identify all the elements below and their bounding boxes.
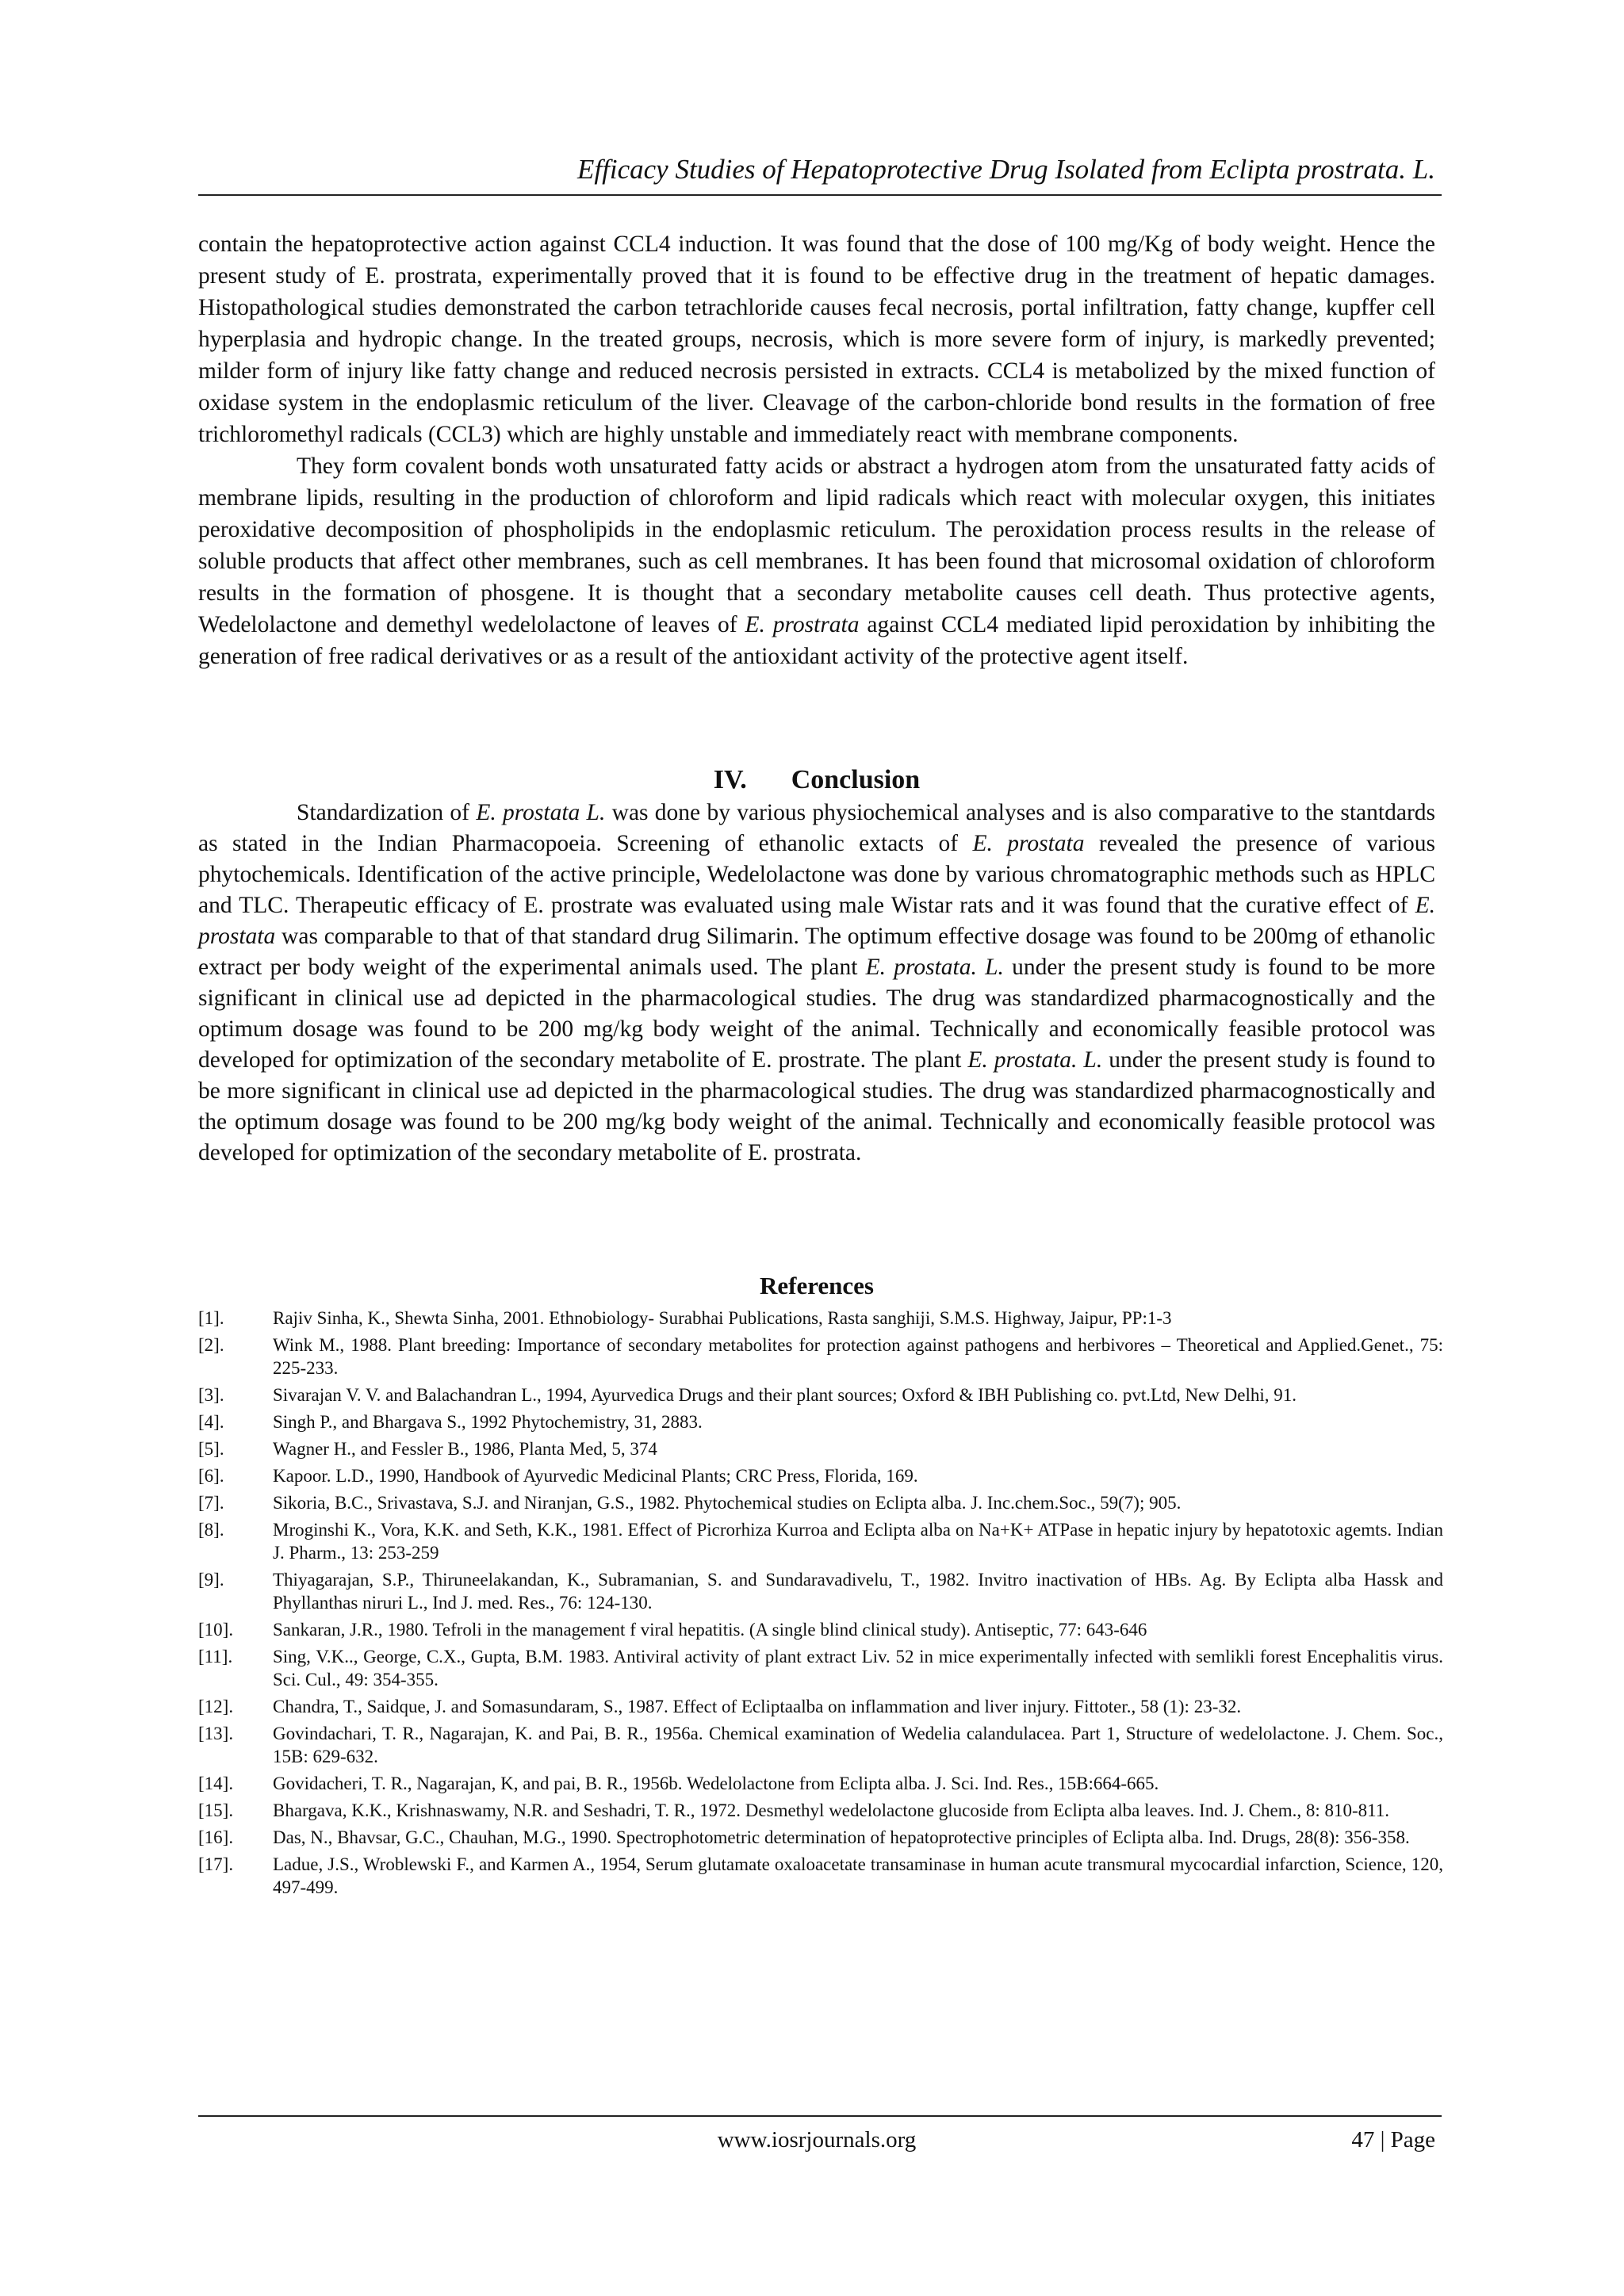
species-name: E. prostata. L. (865, 955, 1004, 980)
header-divider (198, 194, 1442, 196)
reference-number: [17]. (198, 1854, 234, 1874)
conclusion-body (198, 798, 1435, 1169)
reference-item (198, 1853, 1443, 1899)
reference-text: Sikoria, B.C., Srivastava, S.J. and Niranjan, G.S., 1982. Phytochemical studies on Eclipta alba. J. Inc.chem.Soc., 59(7); 905. (273, 1493, 1182, 1513)
reference-number: [9]. (198, 1570, 224, 1590)
reference-item (198, 1772, 1443, 1795)
reference-item (198, 1826, 1443, 1849)
conclusion-text: was done by various physiochemical analyses and is also comparative to the stantdards as stated in the Indian Pharmacopoeia. Screening of ethanolic extacts of (198, 800, 1435, 856)
reference-number: [14]. (198, 1774, 234, 1793)
reference-number: [1]. (198, 1308, 224, 1328)
reference-item (198, 1568, 1443, 1614)
reference-number: [6]. (198, 1466, 224, 1486)
reference-item (198, 1722, 1443, 1768)
reference-text: Govindachari, T. R., Nagarajan, K. and Pai, B. R., 1956a. Chemical examination of Wedelia calandulacea. Part 1, Structure of wedelolactone. J. Chem. Soc., 15B: 629-632. (273, 1724, 1443, 1766)
reference-text: Sivarajan V. V. and Balachandran L., 1994, Ayurvedica Drugs and their plant sources; Oxford & IBH Publishing co. pvt.Ltd, New Delhi, 91. (273, 1385, 1297, 1405)
reference-number: [12]. (198, 1697, 234, 1716)
reference-item (198, 1618, 1443, 1641)
footer-divider (198, 2115, 1442, 2117)
species-name: E. prostata (972, 831, 1085, 856)
section-number: IV. (713, 765, 747, 794)
para2-text-1: They form covalent bonds woth unsaturated fatty acids or abstract a hydrogen atom from the unsaturated fatty acids of membrane lipids, resulting in the production of chloroform and lipid radicals which react with molecular oxygen, this initiates peroxidative decomposition of phospholipids in the endoplasmic reticulum. The peroxidation process results in the release of soluble products that affect other membranes, such as cell membranes. It has been found that microsomal oxidation of chloroform results in the formation of phosgene. It is thought that a secondary metabolite causes cell death. Thus protective agents, Wedelolactone and demethyl wedelolactone of leaves of (198, 453, 1435, 637)
reference-number: [4]. (198, 1412, 224, 1432)
reference-text: Kapoor. L.D., 1990, Handbook of Ayurvedic Medicinal Plants; CRC Press, Florida, 169. (273, 1466, 918, 1486)
reference-list (198, 1307, 1443, 1903)
reference-number: [16]. (198, 1827, 234, 1847)
reference-text: Rajiv Sinha, K., Shewta Sinha, 2001. Ethnobiology- Surabhai Publications, Rasta sanghiji, S.M.S. Highway, Jaipur, PP:1-3 (273, 1308, 1172, 1328)
reference-text: Govidacheri, T. R., Nagarajan, K, and pai, B. R., 1956b. Wedelolactone from Eclipta alba. J. Sci. Ind. Res., 15B:664-665. (273, 1774, 1159, 1793)
reference-number: [15]. (198, 1800, 234, 1820)
references-heading: References (759, 1272, 874, 1299)
reference-text: Sing, V.K.., George, C.X., Gupta, B.M. 1983. Antiviral activity of plant extract Liv. 52 in mice experimentally infected with semlikli forest Encephalitis virus. Sci. Cul., 49: 354-355. (273, 1647, 1443, 1689)
reference-number: [7]. (198, 1493, 224, 1513)
reference-item (198, 1334, 1443, 1380)
reference-item (198, 1695, 1443, 1718)
para2-species-name: E. prostrata (745, 612, 860, 637)
reference-item (198, 1645, 1443, 1691)
species-name: E. prostata L. (476, 800, 606, 825)
conclusion-paragraph (198, 798, 1435, 1169)
discussion-paragraph-1: contain the hepatoprotective action against CCL4 induction. It was found that the dose of 100 mg/Kg of body weight. Hence the present study of E. prostrata, experimentally proved that it is found to be effective drug in the treatment of hepatic damages. Histopathological studies demonstrated the carbon tetrachloride causes fecal necrosis, portal infiltration, fatty change, kupffer cell hyperplasia and hydropic change. In the treated groups, necrosis, which is more severe form of injury, is markedly prevented; milder form of injury like fatty change and reduced necrosis persisted in extracts. CCL4 is metabolized by the mixed function of oxidase system in the endoplasmic reticulum of the liver. Cleavage of the carbon-chloride bond results in the formation of free trichloromethyl radicals (CCL3) which are highly unstable and immediately react with membrane components. (198, 232, 1435, 447)
reference-number: [2]. (198, 1335, 224, 1355)
reference-text: Wink M., 1988. Plant breeding: Importance of secondary metabolites for protection against pathogens and herbivores – Theoretical and Applied.Genet., 75: 225-233. (273, 1335, 1443, 1378)
reference-item (198, 1383, 1443, 1406)
reference-text: Singh P., and Bhargava S., 1992 Phytochemistry, 31, 2883. (273, 1412, 703, 1432)
reference-number: [13]. (198, 1724, 234, 1743)
reference-item (198, 1307, 1443, 1330)
reference-text: Mroginshi K., Vora, K.K. and Seth, K.K., 1981. Effect of Picrorhiza Kurroa and Eclipta alba on Na+K+ ATPase in hepatic injury by hepatotoxic agemts. Indian J. Pharm., 13: 253-259 (273, 1520, 1443, 1563)
footer-page-number: 47 | Page (1351, 2127, 1435, 2152)
reference-text: Bhargava, K.K., Krishnaswamy, N.R. and Seshadri, T. R., 1972. Desmethyl wedelolactone glucoside from Eclipta alba leaves. Ind. J. Chem., 8: 810-811. (273, 1800, 1390, 1820)
section-title: Conclusion (791, 765, 921, 794)
conclusion-text: Standardization of (297, 800, 477, 825)
reference-item (198, 1491, 1443, 1514)
reference-item (198, 1437, 1443, 1460)
conclusion-text: revealed the presence of various phytochemicals. Identification of the active principle, Wedelolactone was done by various chromatographic methods such as HPLC and TLC. Therapeutic efficacy of E. prostrate was evaluated using male Wistar rats and it was found that the curative effect of (198, 831, 1436, 918)
reference-number: [5]. (198, 1439, 224, 1459)
conclusion-text: under the present study is found to be more significant in clinical use ad depicted in the pharmacological studies. The drug was standardized pharmacognostically and the optimum dosage was found to be 200 mg/kg body weight of the animal. Technically and economically feasible protocol was developed for optimization of the secondary metabolite of E. prostrata. (198, 1047, 1436, 1165)
reference-item (198, 1799, 1443, 1822)
reference-text: Wagner H., and Fessler B., 1986, Planta Med, 5, 374 (273, 1439, 657, 1459)
reference-item (198, 1410, 1443, 1433)
reference-number: [3]. (198, 1385, 224, 1405)
footer-website: www.iosrjournals.org (717, 2127, 917, 2152)
running-title: Efficacy Studies of Hepatoprotective Drug Isolated from Eclipta prostrata. L. (577, 154, 1435, 185)
reference-text: Thiyagarajan, S.P., Thiruneelakandan, K., Subramanian, S. and Sundaravadivelu, T., 1982. Invitro inactivation of HBs. Ag. By Eclipta alba Hassk and Phyllanthas niruri L., Ind J. med. Res., 76: 124-130. (273, 1570, 1443, 1613)
discussion-body (198, 228, 1435, 672)
reference-text: Ladue, J.S., Wroblewski F., and Karmen A., 1954, Serum glutamate oxaloacetate transaminase in human acute transmural mycocardial infarction, Science, 120, 497-499. (273, 1854, 1443, 1897)
discussion-paragraph-2 (198, 450, 1435, 672)
conclusion-text: was comparable to that of that standard drug Silimarin. The optimum effective dosage was found to be 200mg of ethanolic extract per body weight of the experimental animals used. The plant (198, 924, 1435, 980)
conclusion-heading (198, 763, 1435, 798)
reference-item (198, 1464, 1443, 1487)
reference-number: [11]. (198, 1647, 233, 1667)
reference-text: Chandra, T., Saidque, J. and Somasundaram, S., 1987. Effect of Ecliptaalba on inflammation and liver injury. Fittoter., 58 (1): 23-32. (273, 1697, 1242, 1716)
reference-number: [8]. (198, 1520, 224, 1540)
reference-text: Das, N., Bhavsar, G.C., Chauhan, M.G., 1990. Spectrophotometric determination of hepatoprotective principles of Eclipta alba. Ind. Drugs, 28(8): 356-358. (273, 1827, 1410, 1847)
reference-number: [10]. (198, 1620, 234, 1640)
conclusion-text: under the present study is found to be more significant in clinical use ad depicted in the pharmacological studies. The drug was standardized pharmacognostically and the optimum dosage was found to be 200 mg/kg body weight of the animal. Technically and economically feasible protocol was developed for optimization of the secondary metabolite of E. prostrate. The plant (198, 955, 1435, 1073)
reference-item (198, 1518, 1443, 1564)
para2-text-2: against CCL4 mediated lipid peroxidation by inhibiting the generation of free radical derivatives or as a result of the antioxidant activity of the protective agent itself. (198, 612, 1435, 669)
reference-text: Sankaran, J.R., 1980. Tefroli in the management f viral hepatitis. (A single blind clinical study). Antiseptic, 77: 643-646 (273, 1620, 1147, 1640)
species-name: E. prostata. L. (967, 1047, 1103, 1073)
species-name: E. prostata (198, 893, 1435, 949)
